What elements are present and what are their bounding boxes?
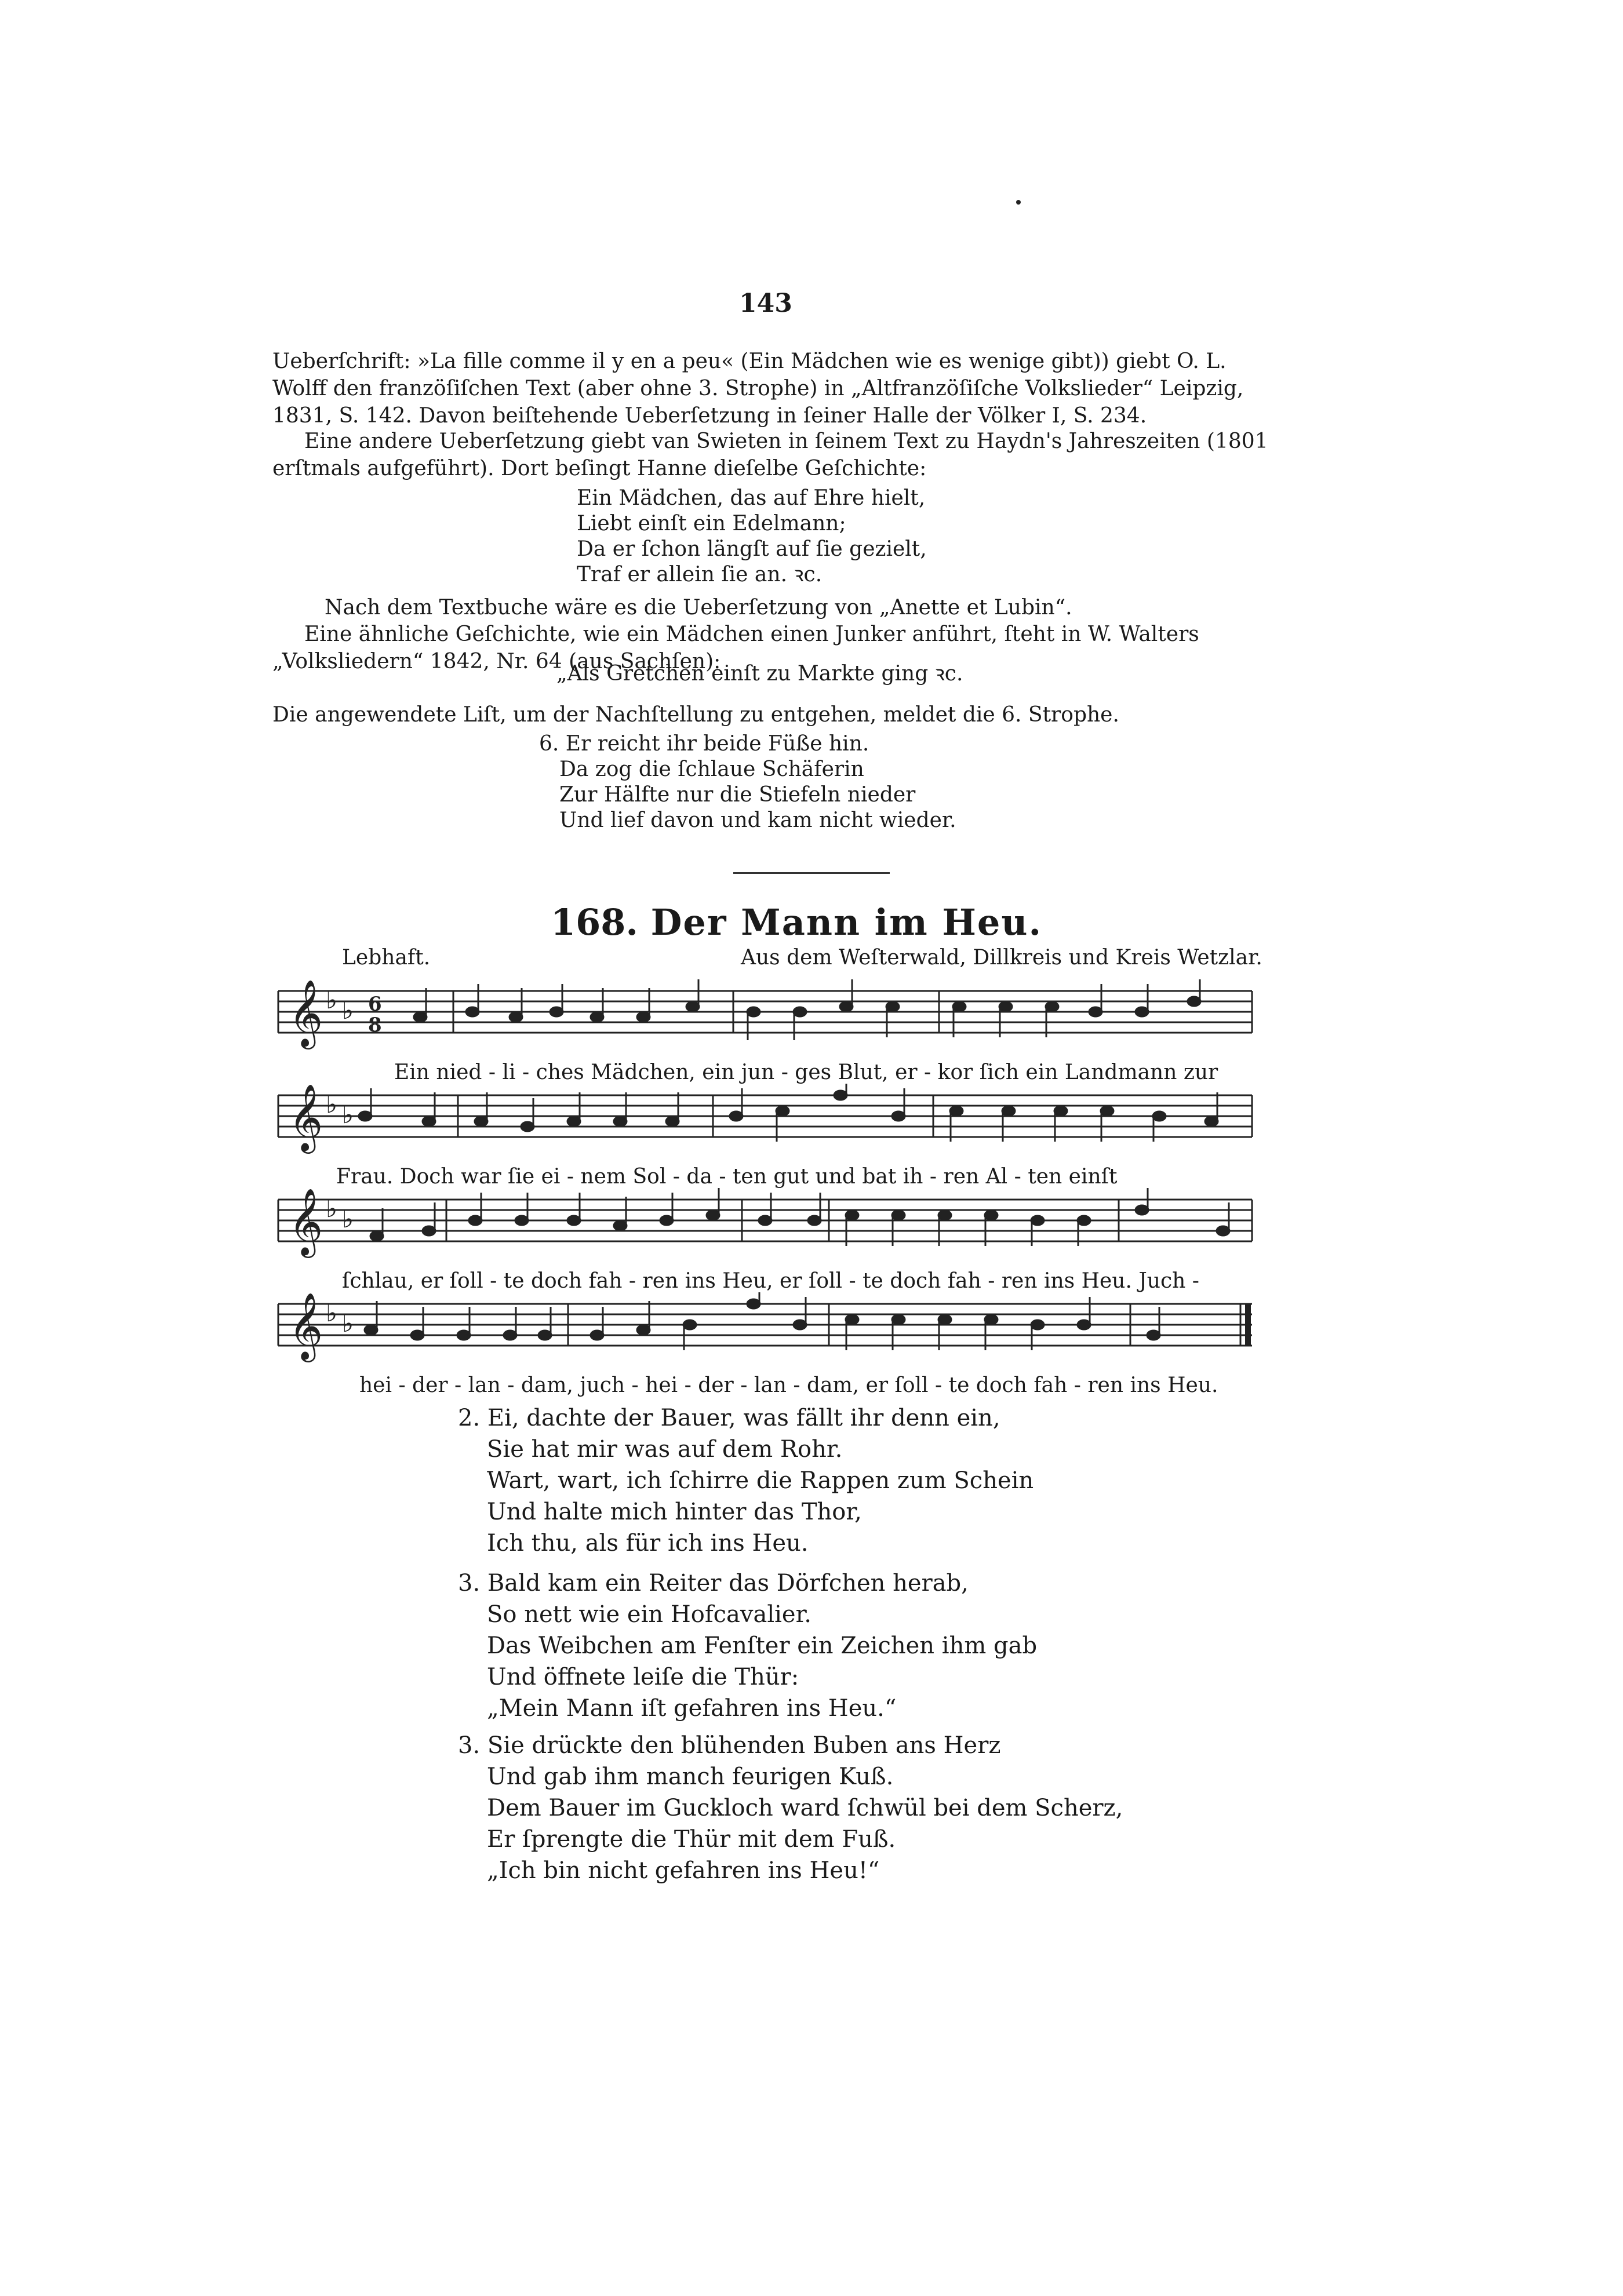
note-textbook: Nach dem Textbuche wäre es die Ueberſetzung von „Anette et Lubin“. — [325, 596, 1072, 619]
flat-icon: ♭ — [342, 996, 354, 1025]
stanza-line: Er ſprengte die Thür mit dem Fuß. — [487, 1826, 896, 1853]
staff-notation — [272, 979, 1258, 1060]
quote-strophe-6 — [539, 731, 956, 833]
stanza-4 — [458, 1730, 1123, 1886]
lyric-line: ſchlau, er ſoll - te doch fah - ren ins Heu, er ſoll - te doch fah - ren ins Heu. Juch - — [342, 1269, 1199, 1293]
time-signature-top: 6 — [368, 993, 382, 1016]
stanza-line: Und öffnete leiſe die Thür: — [487, 1664, 799, 1690]
staff-notation — [272, 1084, 1258, 1165]
stanza-3 — [458, 1568, 1037, 1724]
lyric-line: Frau. Doch war ſie ei - nem Sol - da - ten gut und bat ih - ren Al - ten einſt — [336, 1165, 1118, 1189]
quote-line: Zur Hälfte nur die Stiefeln nieder — [559, 783, 916, 807]
flat-icon: ♭ — [342, 1309, 354, 1337]
stanza-line: Das Weibchen am Fenſter ein Zeichen ihm gab — [487, 1632, 1038, 1659]
song-title: Der Mann im Heu. — [650, 901, 1043, 943]
flat-icon: ♭ — [326, 1194, 337, 1223]
staff-notation — [272, 1188, 1258, 1269]
song-number: 168. — [551, 901, 639, 943]
quote-line: 6. Er reicht ihr beide Füße hin. — [539, 732, 869, 756]
lyric-line: Ein nied - li - ches Mädchen, ein jun - ges Blut, er - kor ſich ein Landmann zur — [394, 1060, 1218, 1084]
treble-clef-icon: 𝄞 — [289, 1084, 323, 1151]
stanza-line: „Ich bin nicht gefahren ins Heu!“ — [487, 1857, 880, 1884]
lyric-line: hei - der - lan - dam, juch - hei - der - lan - dam, er ſoll - te doch fah - ren ins Heu. — [359, 1373, 1218, 1397]
song-origin: Aus dem Weſterwald, Dillkreis und Kreis Wetzlar. — [741, 946, 1262, 970]
quote-line: Ein Mädchen, das auf Ehre hielt, — [577, 486, 926, 510]
stanza-line: 3. Bald kam ein Reiter das Dörfchen herab, — [458, 1570, 969, 1597]
stanza-line: Wart, wart, ich ſchirre die Rappen zum Schein — [487, 1467, 1034, 1494]
treble-clef-icon: 𝄞 — [289, 1292, 323, 1360]
note-walter: Eine ähnliche Geſchichte, wie ein Mädchen einen Junker anführt, ſteht in W. Walters „Volksliedern“ 1842, Nr. 64 (aus Sachſen): — [272, 622, 1199, 673]
music-staff-1 — [272, 979, 1258, 1084]
treble-clef-icon: 𝄞 — [289, 1188, 323, 1255]
final-barline — [1245, 1304, 1251, 1346]
stanza-line: Sie hat mir was auf dem Rohr. — [487, 1436, 843, 1463]
note-source: Ueberſchrift: »La fille comme il y en a peu« (Ein Mädchen wie es wenige gibt)) giebt O. L. Wolff den franzöſiſchen Text (aber ohne 3. Strophe) in „Altfranzöſiſche Volkslieder“ Leipzig, 1831, S. 142. Davon beiſtehende Ueberſetzung in ſeiner Halle der Völker I, S. 234. — [272, 349, 1244, 428]
music-staff-3 — [272, 1188, 1258, 1292]
stanza-line: 2. Ei, dachte der Bauer, was fällt ihr denn ein, — [458, 1405, 1000, 1431]
music-staff-2 — [272, 1084, 1258, 1188]
note-strophe: Die angewendete Liſt, um der Nachſtellung zu entgehen, meldet die 6. Strophe. — [272, 703, 1119, 727]
quote-haydn — [577, 486, 927, 588]
stanza-line: „Mein Mann iſt gefahren ins Heu.“ — [487, 1695, 897, 1722]
flat-icon: ♭ — [326, 986, 337, 1014]
flat-icon: ♭ — [326, 1299, 337, 1327]
tempo-marking: Lebhaft. — [342, 946, 431, 970]
quote-line: Da zog die ſchlaue Schäferin — [559, 757, 864, 781]
stanza-2 — [458, 1402, 1034, 1559]
stanza-line: Und gab ihm manch feurigen Kuß. — [487, 1763, 894, 1790]
treble-clef-icon: 𝄞 — [289, 979, 323, 1047]
section-divider — [733, 872, 890, 874]
quote-line: Traf er allein ſie an. ꝛc. — [577, 563, 823, 586]
flat-icon: ♭ — [342, 1205, 354, 1233]
quote-line: Liebt einſt ein Edelmann; — [577, 512, 846, 535]
stanza-line: 3. Sie drückte den blühenden Buben ans Herz — [458, 1732, 1001, 1759]
stanza-line: Dem Bauer im Guckloch ward ſchwül bei dem Scherz, — [487, 1795, 1123, 1821]
stanza-line: So nett wie ein Hofcavalier. — [487, 1601, 812, 1628]
quote-walter: „Als Gretchen einſt zu Markte ging ꝛc. — [556, 662, 963, 686]
note-haydn: Eine andere Ueberſetzung giebt van Swieten in ſeinem Text zu Haydn's Jahreszeiten (1801 erſtmals aufgeführt). Dort beſingt Hanne dieſelbe Geſchichte: — [272, 429, 1268, 480]
quote-line: Und lief davon und kam nicht wieder. — [559, 808, 956, 832]
music-staff-4 — [272, 1292, 1258, 1397]
flat-icon: ♭ — [326, 1090, 337, 1118]
stanza-line: Und halte mich hinter das Thor, — [487, 1499, 862, 1525]
speck-mark — [1016, 200, 1021, 205]
quote-line: Da er ſchon längſt auf ſie gezielt, — [577, 537, 927, 561]
page-number: 143 — [739, 289, 792, 318]
flat-icon: ♭ — [342, 1100, 354, 1129]
stanza-line: Ich thu, als für ich ins Heu. — [487, 1530, 809, 1557]
time-signature-bottom: 8 — [368, 1014, 382, 1037]
staff-notation — [272, 1292, 1258, 1373]
song-heading — [551, 901, 1042, 943]
